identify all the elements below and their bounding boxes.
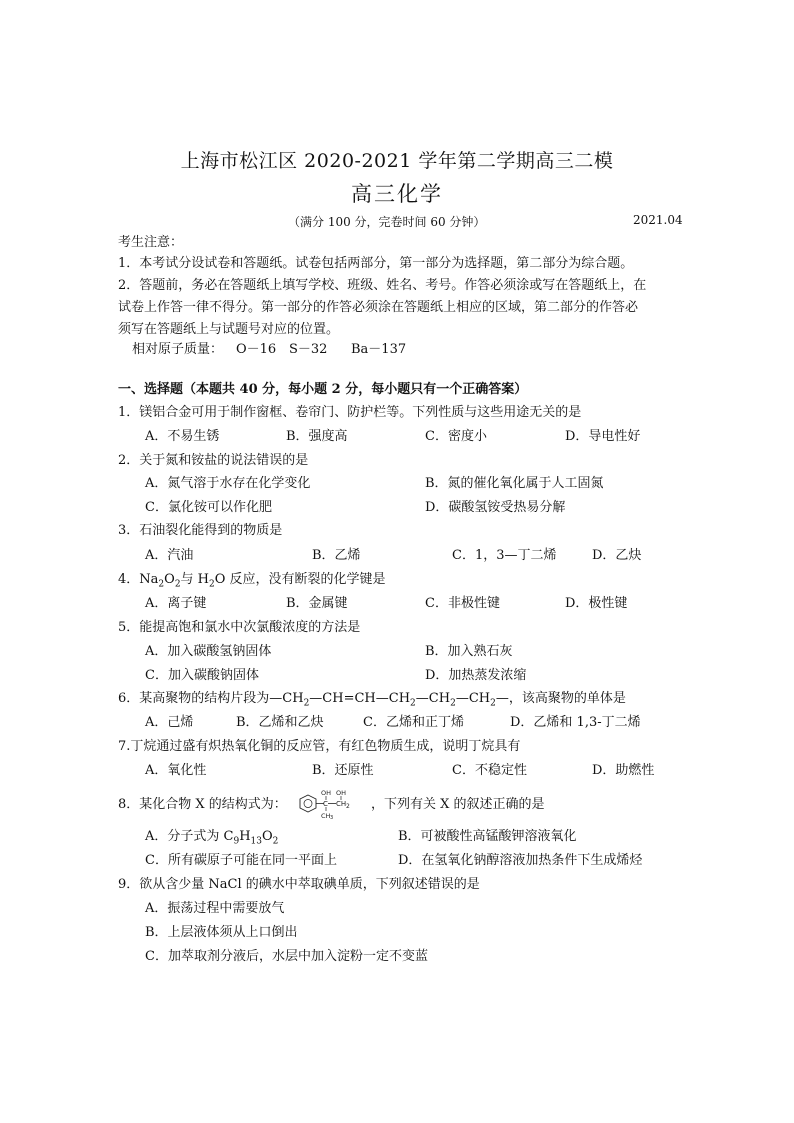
mol-ch3: CH [321,812,331,819]
q2-option-a: A．氮气溶于水存在化学变化 [145,476,311,491]
q5-option-a: A．加入碳酸氢钠固体 [145,644,272,659]
q2-option-b: B．氮的催化氧化属于人工固氮 [425,476,604,491]
q2-option-c: C．氯化铵可以作化肥 [145,500,272,515]
q3-stem: 3．石油裂化能得到的物质是 [118,523,283,538]
atomic-mass-label: 相对原子质量： [132,342,224,357]
q5-option-c: C．加入碳酸钠固体 [145,668,259,683]
q7-option-a: A．氧化性 [145,763,207,778]
subject-title: 高三化学 [351,182,443,206]
q8-option-d: D．在氢氧化钠醇溶液加热条件下生成烯烃 [398,853,643,868]
q9-stem: 9．欲从含少量 NaCl 的碘水中萃取碘单质，下列叙述错误的是 [118,877,480,892]
exam-meta: （满分 100 分，完卷时间 60 分钟） [288,215,486,229]
atomic-mass-o: O－16 [236,342,277,357]
q5-stem: 5．能提高饱和氯水中次氯酸浓度的方法是 [118,620,361,635]
q5-option-d: D．加热蒸发浓缩 [425,668,527,683]
q9-option-c: C．加萃取剂分液后，水层中加入淀粉一定不变蓝 [145,949,428,964]
mol-ch3-sub: 3 [330,815,334,819]
q8-option-c: C．所有碳原子可能在同一平面上 [145,853,337,868]
q6-option-c: C．乙烯和正丁烯 [363,715,464,730]
q1-option-c: C．密度小 [425,429,487,444]
q4-stem: 4．$Na_2O_2$与 $H_2O$ 反应，没有断裂的化学键是 [118,572,386,590]
q1-stem: 1．镁铝合金可用于制作窗框、卷帘门、防护栏等。下列性质与这些用途无关的是 [118,405,582,420]
q9-option-b: B．上层液体须从上口倒出 [145,925,298,940]
mol-oh-2: OH [336,789,347,797]
q4-option-c: C．非极性键 [425,596,500,611]
q6-option-a: A．己烯 [145,715,194,730]
svg-text:C: C [323,800,328,808]
atomic-mass-ba: Ba－137 [351,342,407,357]
notice-line-2: 2．答题前，务必在答题纸上填写学校、班级、姓名、考号。作答必须涂或写在答题纸上，在 [118,278,647,293]
q3-option-d: D．乙炔 [592,548,642,563]
q3-option-c: C．1，3—丁二烯 [452,548,557,563]
q1-option-d: D．导电性好 [565,429,641,444]
q8-stem-post: ，下列有关 X 的叙述正确的是 [371,797,545,812]
q8-option-b: B．可被酸性高锰酸钾溶液氧化 [398,829,577,844]
q7-option-d: D．助燃性 [592,763,655,778]
q9-option-a: A．振荡过程中需要放气 [145,901,285,916]
q7-option-c: C．不稳定性 [452,763,527,778]
q6-stem: 6．某高聚物的结构片段为$—CH_2—CH=CH—CH_2—CH_2—CH_2—$，该高聚物的单体是 [118,691,626,709]
q3-option-b: B．乙烯 [312,548,361,563]
q7-option-b: B．还原性 [312,763,374,778]
notice-heading: 考生注意： [118,235,184,250]
mol-oh-1: OH [321,789,332,797]
structural-formula-image [297,789,365,819]
q4-option-b: B．金属键 [286,596,348,611]
section-heading: 一、选择题（本题共 40 分，每小题 2 分，每小题只有一个正确答案） [118,382,528,397]
q1-option-a: A．不易生锈 [145,429,220,444]
q6-option-b: B．乙烯和乙炔 [236,715,324,730]
q7-stem: 7.丁烷通过盛有炽热氧化铜的反应管，有红色物质生成，说明丁烷具有 [118,739,521,754]
svg-text:CH: CH [336,800,347,808]
exam-title: 上海市松江区 2020-2021 学年第二学期高三二模 [180,150,614,172]
q8-option-a: A．分子式为 $C_9H_{13}O_2$ [145,829,279,847]
q2-stem: 2．关于氮和铵盐的说法错误的是 [118,453,309,468]
exam-date: 2021.04 [633,213,683,227]
q2-option-d: D．碳酸氢铵受热易分解 [425,500,566,515]
mol-ch2: 2 [346,803,350,810]
q3-option-a: A．汽油 [145,548,194,563]
q1-option-b: B．强度高 [286,429,348,444]
q6-option-d: D．乙烯和 1,3-丁二烯 [510,715,641,730]
notice-line-4: 须写在答题纸上与试题号对应的位置。 [118,322,340,337]
q4-option-d: D．极性键 [565,596,628,611]
q4-option-a: A．离子键 [145,596,207,611]
q5-option-b: B．加入熟石灰 [425,644,513,659]
notice-line-3: 试卷上作答一律不得分。第一部分的作答必须涂在答题纸上相应的区域，第二部分的作答必 [118,300,639,315]
atomic-mass-s: S－32 [289,342,328,357]
notice-line-1: 1．本考试分设试卷和答题纸。试卷包括两部分，第一部分为选择题，第二部分为综合题。 [118,256,634,271]
q8-stem-pre: 8．某化合物 X 的结构式为： [118,797,287,812]
